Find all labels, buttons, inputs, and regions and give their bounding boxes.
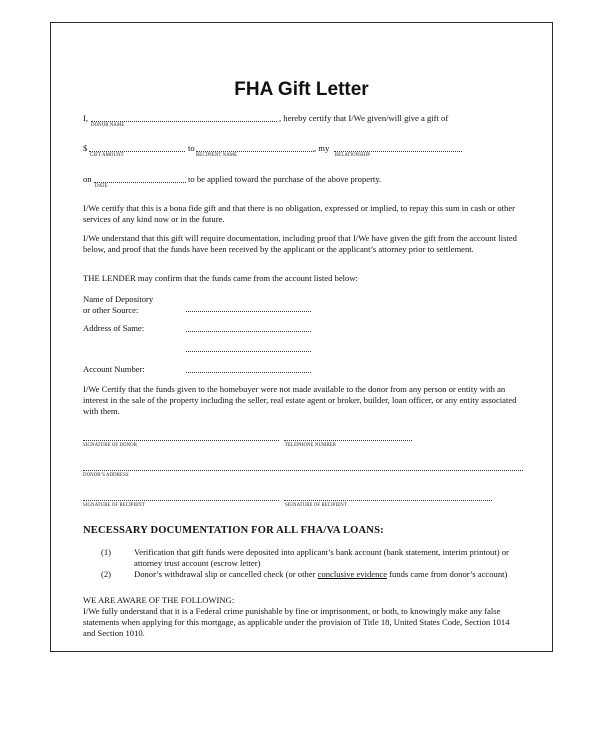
- relationship-caption: RELATIONSHIP: [335, 153, 371, 158]
- donor-name-caption: DONOR NAME: [91, 123, 125, 128]
- conclusive-evidence-text: conclusive evidence: [317, 569, 388, 579]
- doc-item-2-number: (2): [101, 569, 112, 579]
- depository-field[interactable]: [186, 311, 311, 312]
- recipient-signature-field-2[interactable]: [284, 500, 492, 501]
- donor-prefix: I,: [83, 113, 89, 123]
- doc-item-2-text-after: funds came from donor’s account): [387, 569, 508, 579]
- dollar-sign: $: [83, 143, 88, 153]
- donor-signature-caption: SIGNATURE OF DONOR: [83, 443, 138, 448]
- documentation-heading: NECESSARY DOCUMENTATION FOR ALL FHA/VA LOANS:: [83, 525, 384, 536]
- gift-date-field[interactable]: [94, 182, 186, 183]
- to-text: to: [188, 143, 195, 153]
- doc-item-1-text: Verification that gift funds were deposited into applicant’s bank account (bank statement, interim printout) or attorney trust account (escrow letter): [134, 547, 509, 568]
- page-title: FHA Gift Letter: [234, 79, 369, 100]
- donor-signature-field[interactable]: [83, 440, 279, 441]
- telephone-field[interactable]: [284, 440, 412, 441]
- recipient-signature-caption-1: SIGNATURE OF RECIPIENT: [83, 503, 145, 508]
- lender-confirm-text: THE LENDER may confirm that the funds came from the account listed below:: [83, 273, 358, 283]
- on-text: on: [83, 174, 92, 184]
- telephone-caption: TELEPHONE NUMBER: [285, 443, 337, 448]
- donor-address-caption: DONOR’S ADDRESS: [83, 473, 129, 478]
- federal-crime-paragraph: I/We fully understand that it is a Federal crime punishable by fine or imprisonment, or both, to knowingly make any false statements when applying for this mortgage, as applicable under the provision of Title 18, United States Code, Section 1014 and Section 1010.: [83, 606, 510, 638]
- bona-fide-paragraph: I/We certify that this is a bona fide gift and that there is no obligation, expressed or implied, to repay this sum in cash or other services of any kind now or in the future.: [83, 203, 515, 224]
- doc-item-1-number: (1): [101, 547, 112, 557]
- recipient-name-caption: RECIPIENT NAME: [196, 153, 238, 158]
- address-field-2[interactable]: [186, 351, 311, 352]
- recipient-name-field[interactable]: [196, 151, 314, 152]
- recipient-signature-caption-2: SIGNATURE OF RECIPIENT: [285, 503, 347, 508]
- donor-address-field[interactable]: [83, 470, 523, 471]
- donor-name-field[interactable]: [91, 121, 277, 122]
- applied-text: to be applied toward the purchase of the above property.: [188, 174, 382, 184]
- aware-heading: WE ARE AWARE OF THE FOLLOWING:: [83, 595, 235, 605]
- date-caption: DATE: [95, 184, 108, 189]
- doc-item-2-text: [134, 569, 524, 580]
- account-label: Account Number:: [83, 364, 145, 374]
- depository-label-2: or other Source:: [83, 305, 139, 315]
- gift-amount-caption: GIFT AMOUNT: [90, 153, 124, 158]
- certify-text: , hereby certify that I/We given/will give a gift of: [279, 113, 449, 123]
- documentation-paragraph: I/We understand that this gift will require documentation, including proof that I/We have given the gift from the account listed below, and proof that the funds have been received by the applicant or the applicant’s attorney prior to settlement.: [83, 233, 517, 254]
- address-label: Address of Same:: [83, 323, 145, 333]
- depository-label-1: Name of Depository: [83, 294, 154, 304]
- account-number-field[interactable]: [186, 372, 311, 373]
- doc-item-2-text-before: Donor’s withdrawal slip or cancelled check (or other: [134, 569, 318, 579]
- relationship-field[interactable]: [334, 151, 462, 152]
- address-field-1[interactable]: [186, 331, 311, 332]
- gift-amount-field[interactable]: [89, 151, 185, 152]
- gift-letter-form: [50, 22, 553, 652]
- recipient-signature-field-1[interactable]: [83, 500, 279, 501]
- my-text: , my: [314, 143, 330, 153]
- funds-certify-paragraph: I/We Certify that the funds given to the homebuyer were not made available to the donor from any person or entity with an interest in the sale of the property including the seller, real estate agent or broker, builder, loan officer, or any entity associated with them.: [83, 384, 517, 416]
